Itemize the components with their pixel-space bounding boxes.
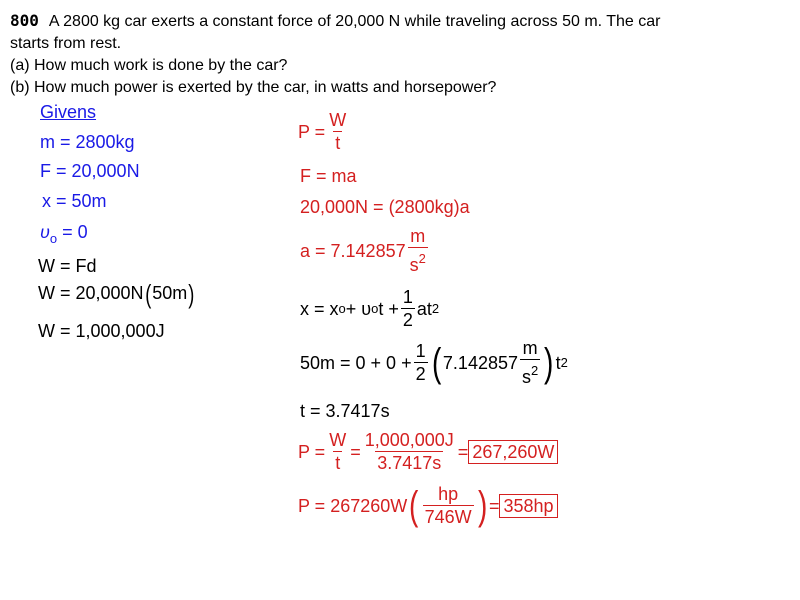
given-initial-velocity: $\upsilon_o = 0$ xyxy=(40,222,88,246)
given-force: F = 20,000N xyxy=(40,161,140,181)
work-formula: W = Fd xyxy=(38,256,97,276)
givens-title: Givens xyxy=(40,102,97,122)
answer-watts: 267,260W xyxy=(468,440,558,464)
newton-second-law: F = ma xyxy=(300,166,357,186)
question-b: (b) How much power is exerted by the car, in watts and horsepower? xyxy=(10,79,497,96)
answer-horsepower: 358hp xyxy=(499,494,557,518)
acceleration-result: a = 7.142857 $\frac{m}{s^2}$ xyxy=(300,226,426,275)
power-watts: P = $\frac{W}{t}$ = $\frac{1,000,000J}{3.7417s}$ = 267,260W xyxy=(298,430,558,473)
kinematic-substitution: 50m = 0 + 0 + $\frac{1}{2}$ ( 7.142857 $\frac{m}{s^2}$ ) t 2 xyxy=(300,338,568,387)
given-mass: m = 2800kg xyxy=(40,132,135,152)
time-result: t = 3.7417s xyxy=(300,401,390,421)
problem-statement xyxy=(10,10,790,99)
given-distance: x = 50m xyxy=(42,191,107,211)
power-horsepower: P = 267260W ( $\frac{hp}{746W}$ ) = 358hp xyxy=(298,484,558,527)
work-substitution: W = 20,000N(50m) xyxy=(38,279,195,310)
work-result: W = 1,000,000J xyxy=(38,321,165,341)
force-substitution: 20,000N = (2800kg)a xyxy=(300,197,470,217)
power-definition: P = $\frac{W}{t}$ xyxy=(298,110,347,153)
problem-number: 800 xyxy=(10,11,39,30)
kinematic-equation: x = x o + υ o t + $\frac{1}{2}$ at 2 xyxy=(300,287,440,330)
problem-line-1: 800 A 2800 kg car exerts a constant force of 20,000 N while traveling across 50 m. The car xyxy=(10,11,661,30)
question-a: (a) How much work is done by the car? xyxy=(10,57,288,74)
problem-line-2: starts from rest. xyxy=(10,35,122,52)
